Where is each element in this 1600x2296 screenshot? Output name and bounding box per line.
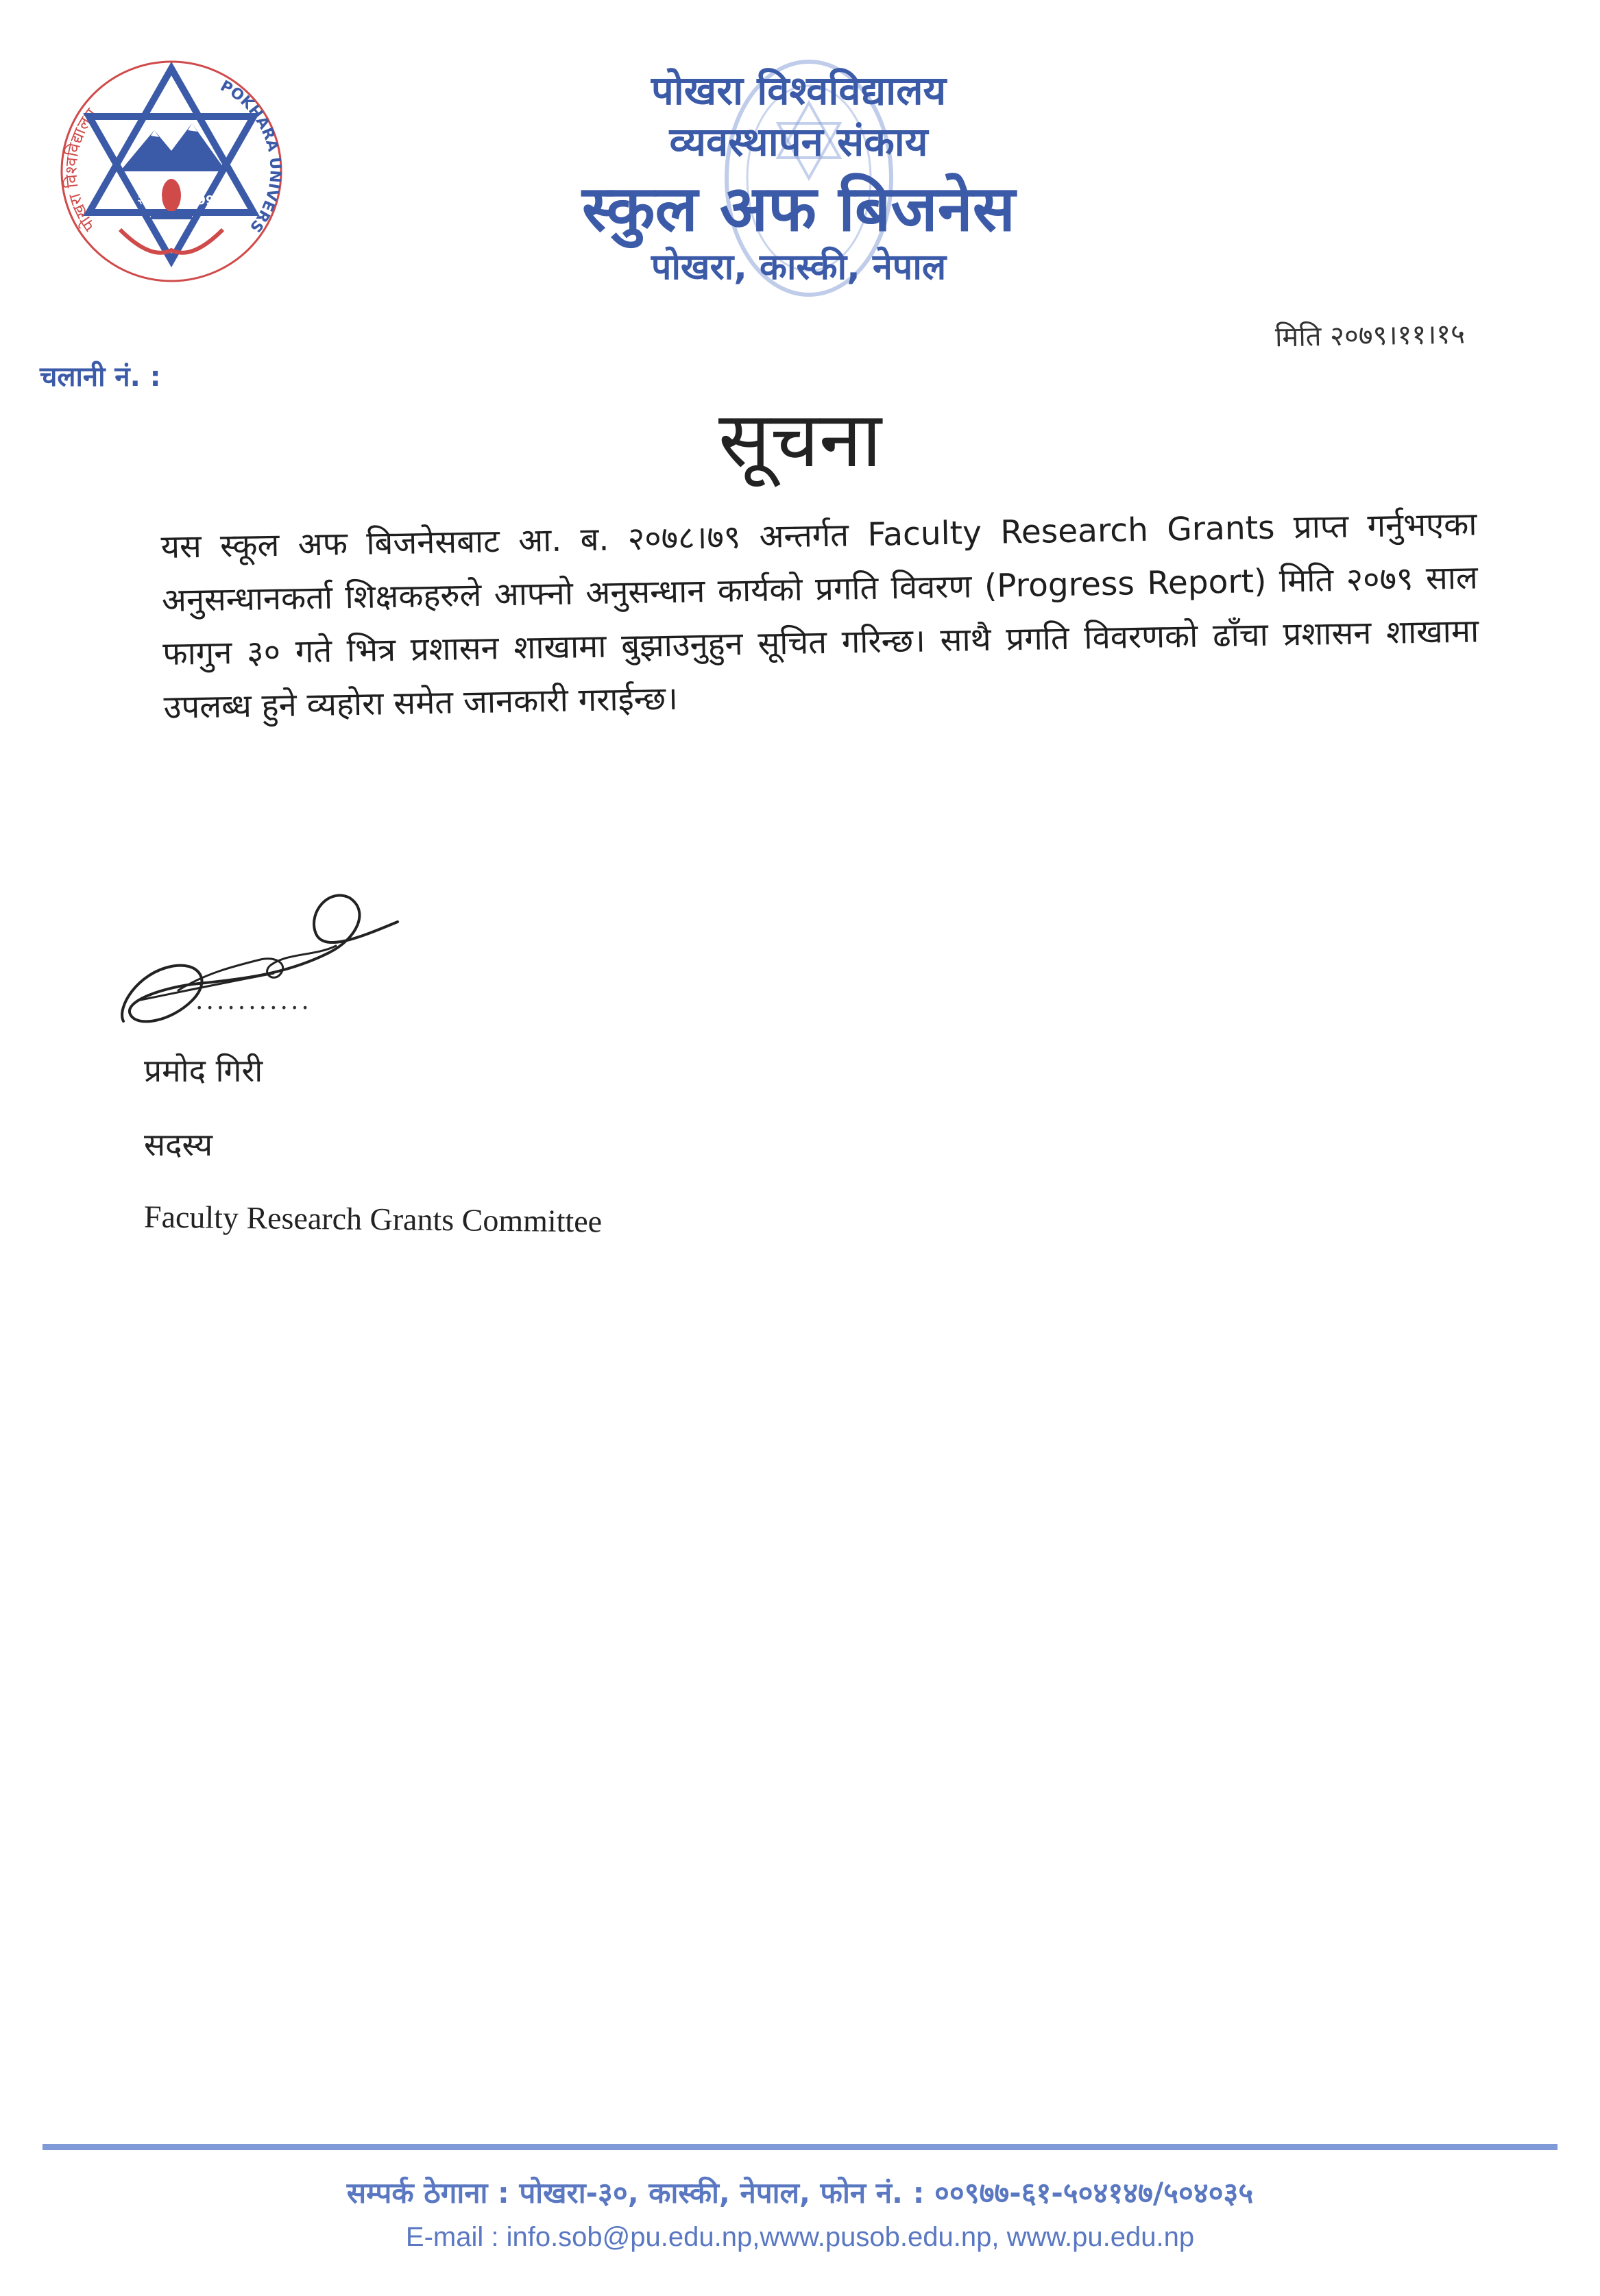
signature-icon (110, 870, 432, 1049)
letterhead-school: स्कुल अफ बिजनेस (582, 172, 1015, 245)
logo-year-left: २०४४ (137, 193, 163, 208)
pokhara-university-emblem-icon (55, 55, 288, 288)
notice-date: मिति २०७९।११।१५ (1274, 318, 1466, 354)
signatory-role: सदस्य (144, 1126, 213, 1163)
notice-heading: सूचना (718, 395, 882, 485)
university-logo (55, 55, 288, 288)
letterhead-faculty: व्यवस्थापन संकाय (669, 119, 928, 165)
letterhead-address: पोखरा, कास्की, नेपाल (651, 247, 947, 288)
footer-contact: सम्पर्क ठेगाना : पोखरा-३०, कास्की, नेपाल, फोन नं. : ००९७७-६१-५०४१४७/५०४०३५ (346, 2176, 1254, 2210)
signatory-committee: Faculty Research Grants Committee (143, 1199, 603, 1239)
signatory-name: प्रमोद गिरी (144, 1052, 263, 1089)
footer-divider (43, 2144, 1557, 2150)
logo-ring-left-text: पोखरा विश्वविद्यालय (61, 104, 101, 235)
notice-body: यस स्कूल अफ बिजनेसबाट आ. ब. २०७८।७९ अन्तर्गत Faculty Research Grants प्राप्त गर्नुभएका अनुसन्धानकर्ता शिक्षकहरुले आफ्नो अनुसन्धान कार्यको प्रगति विवरण (Progress Report) मिति २०७९ साल फागुन ३० गते भित्र प्रशासन शाखामा बुझाउनुहुन सूचित गरिन्छ। साथै प्रगति विवरणको ढाँचा प्रशासन शाखामा उपलब्ध हुने व्यहोरा समेत जानकारी गराईन्छ। (160, 505, 1479, 726)
logo-year-right: 1997 (189, 193, 223, 208)
signature-dotted-line: ........... (195, 987, 312, 1015)
letterhead-university: पोखरा विश्वविद्यालय (651, 67, 947, 114)
logo-ring-right-text: POKHARA UNIVERS (217, 77, 284, 236)
chalani-number-label: चलानी नं. : (40, 361, 161, 393)
footer-email: E-mail : info.sob@pu.edu.np,www.pusob.edu.np, www.pu.edu.np (405, 2222, 1195, 2252)
handwritten-signature (110, 870, 432, 1049)
